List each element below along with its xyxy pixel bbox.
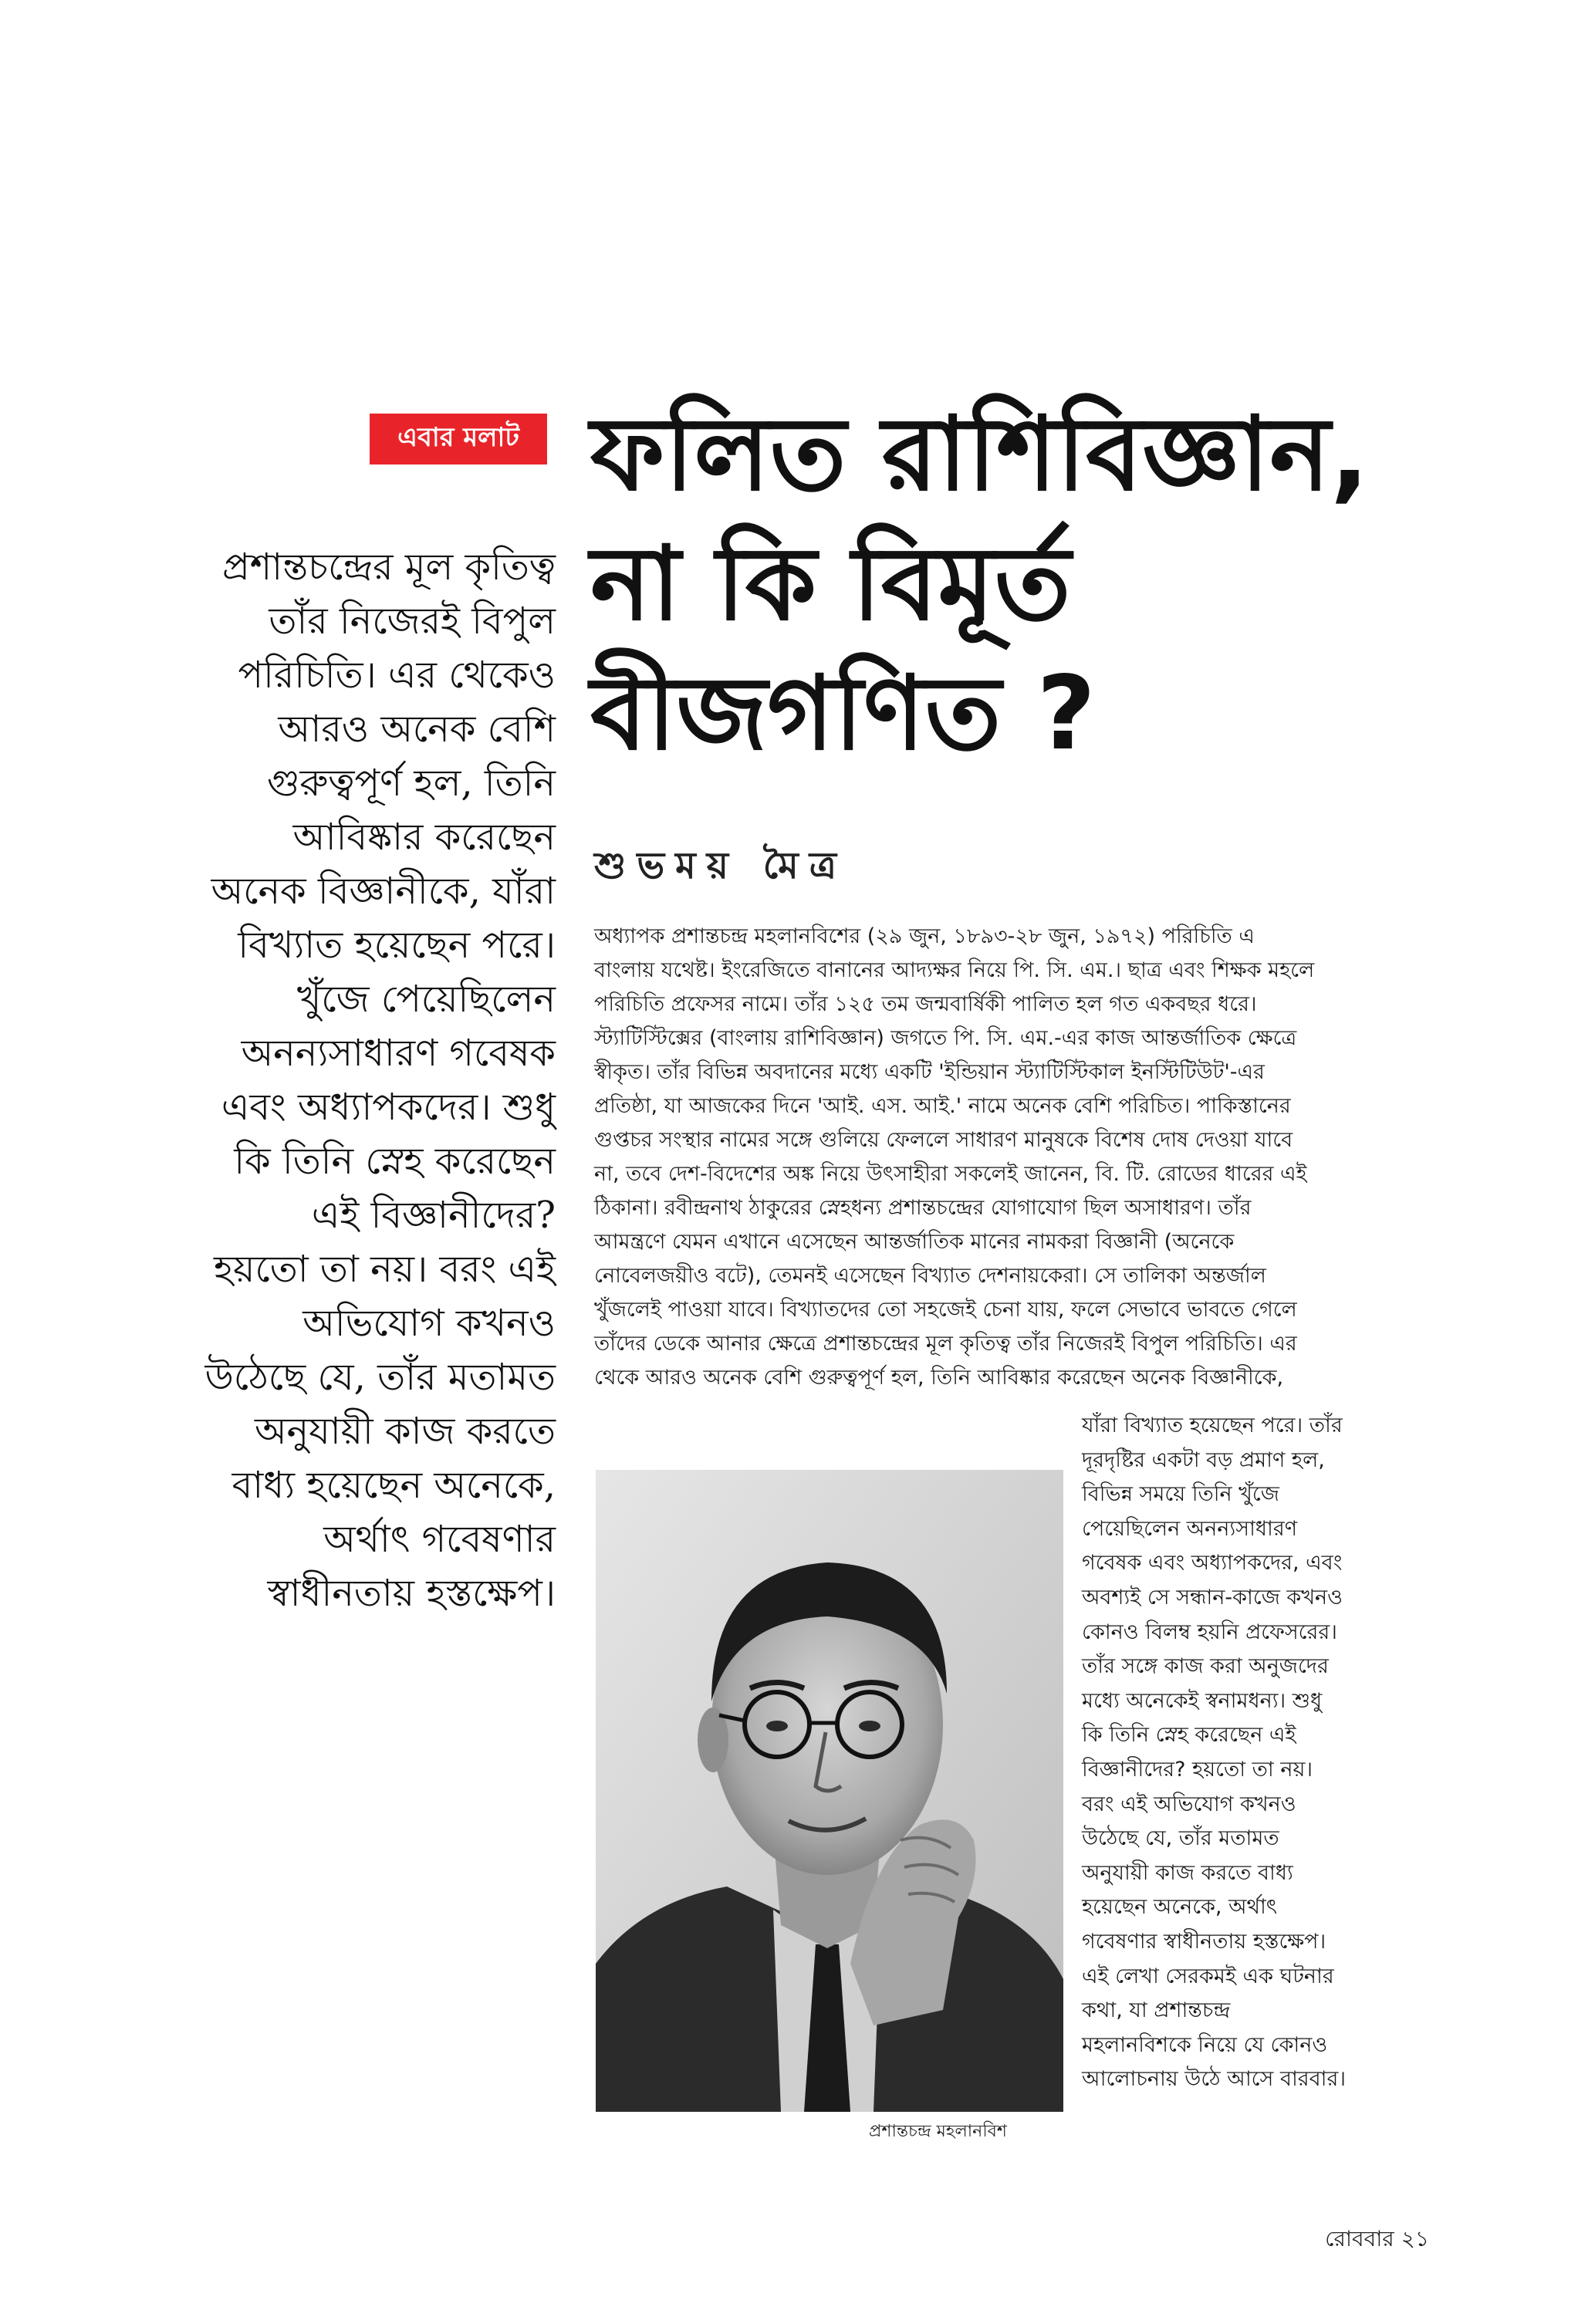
body-line: তাঁদের ডেকে আনার ক্ষেত্রে প্রশান্তচন্দ্রের মূল কৃতিত্ব তাঁর নিজেরই বিপুল পরিচিতি। এর <box>594 1332 1297 1356</box>
body-line: বরং এই অভিযোগ কখনও <box>1082 1792 1296 1816</box>
body-line: কথা, যা প্রশান্তচন্দ্র <box>1082 1998 1231 2023</box>
body-line: বিজ্ঞানীদের? হয়তো তা নয়। <box>1082 1757 1313 1782</box>
page-folio: রোববার ২১ <box>1325 2226 1429 2251</box>
pull-quote-line: হয়তো তা নয়। বরং এই <box>213 1248 556 1291</box>
body-line: পরিচিতি প্রফেসর নামে। তাঁর ১২৫ তম জন্মবার্ষিকী পালিত হল গত একবছর ধরে। <box>594 992 1257 1016</box>
pull-quote-line: অনন্যসাধারণ গবেষক <box>241 1032 556 1075</box>
body-line: গুপ্তচর সংস্থার নামের সঙ্গে গুলিয়ে ফেললে সাধারণ মানুষকে বিশেষ দোষ দেওয়া যাবে <box>594 1128 1293 1152</box>
headline-line: ফলিত রাশিবিজ্ঞান, <box>590 395 1370 514</box>
body-line: খুঁজলেই পাওয়া যাবে। বিখ্যাতদের তো সহজেই চেনা যায়, ফলে সেভাবে ভাবতে গেলে <box>594 1298 1297 1322</box>
body-line: আলোচনায় উঠে আসে বারবার। <box>1082 2067 1347 2092</box>
pull-quote-line: এই বিজ্ঞানীদের? <box>311 1194 556 1237</box>
pull-quote-line: তাঁর নিজেরই বিপুল <box>269 600 556 643</box>
body-line: এই লেখা সেরকমই এক ঘটনার <box>1082 1964 1334 1988</box>
body-line: গবেষক এবং অধ্যাপকদের, এবং <box>1082 1551 1343 1576</box>
portrait-illustration <box>596 1470 1063 2112</box>
pull-quote <box>154 540 556 1620</box>
pull-quote-line: বিখ্যাত হয়েছেন পরে। <box>238 924 556 967</box>
body-line: প্রতিষ্ঠা, যা আজকের দিনে 'আই. এস. আই.' নামে অনেক বেশি পরিচিত। পাকিস্তানের <box>594 1094 1291 1118</box>
body-line: মহলানবিশকে নিয়ে যে কোনও <box>1082 2032 1328 2057</box>
pull-quote-line: এবং অধ্যাপকদের। শুধু <box>221 1086 556 1129</box>
pull-quote-line: স্বাধীনতায় হস্তক্ষেপ। <box>267 1572 556 1615</box>
body-line: অধ্যাপক প্রশান্তচন্দ্র মহলানবিশের (২৯ জুন, ১৮৯৩-২৮ জুন, ১৯৭২) পরিচিতি এ <box>594 924 1255 948</box>
body-line: হয়েছেন অনেকে, অর্থাৎ <box>1082 1895 1278 1920</box>
body-line: স্বীকৃত। তাঁর বিভিন্ন অবদানের মধ্যে একটি 'ইন্ডিয়ান স্ট্যাটিস্টিকাল ইনস্টিটিউট'-এর <box>594 1060 1265 1084</box>
body-line: পেয়েছিলেন অনন্যসাধারণ <box>1082 1516 1298 1541</box>
body-line: নোবেলজয়ীও বটে), তেমনই এসেছেন বিখ্যাত দেশনায়কেরা। সে তালিকা অন্তর্জাল <box>594 1264 1266 1288</box>
pull-quote-line: কি তিনি স্নেহ করেছেন <box>234 1140 556 1183</box>
byline: শুভময় মৈত্র <box>594 844 848 887</box>
body-line: উঠেছে যে, তাঁর মতামত <box>1082 1826 1279 1851</box>
pull-quote-line: পরিচিতি। এর থেকেও <box>238 654 556 697</box>
body-line: অনুযায়ী কাজ করতে বাধ্য <box>1082 1860 1293 1885</box>
body-line: গবেষণার স্বাধীনতায় হস্তক্ষেপ। <box>1082 1929 1326 1954</box>
article-body <box>594 920 1431 1395</box>
photo-caption: প্রশান্তচন্দ্র মহলানবিশ <box>869 2122 1007 2141</box>
body-line: থেকে আরও অনেক বেশি গুরুত্বপূর্ণ হল, তিনি আবিষ্কার করেছেন অনেক বিজ্ঞানীকে, <box>594 1366 1284 1390</box>
headline <box>590 390 1447 779</box>
body-line: আমন্ত্রণে যেমন এখানে এসেছেন আন্তর্জাতিক মানের নামকরা বিজ্ঞানী (অনেকে <box>594 1230 1235 1254</box>
body-line: স্ট্যাটিস্টিক্সের (বাংলায় রাশিবিজ্ঞান) জগতে পি. সি. এম.-এর কাজ আন্তর্জাতিক ক্ষেত্রে <box>594 1026 1297 1050</box>
body-line: ঠিকানা। রবীন্দ্রনাথ ঠাকুরের স্নেহধন্য প্রশান্তচন্দ্রের যোগাযোগ ছিল অসাধারণ। তাঁর <box>594 1196 1252 1220</box>
body-line: দূরদৃষ্টির একটা বড় প্রমাণ হল, <box>1082 1447 1325 1472</box>
pull-quote-line: গুরুত্বপূর্ণ হল, তিনি <box>266 762 556 805</box>
pull-quote-line: আরও অনেক বেশি <box>278 708 556 751</box>
body-line: মধ্যে অনেকেই স্বনামধন্য। শুধু <box>1082 1688 1323 1713</box>
headline-line: না কি বিমূর্ত <box>590 525 1071 643</box>
pull-quote-line: অনুযায়ী কাজ করতে <box>254 1410 556 1453</box>
pull-quote-line: অনেক বিজ্ঞানীকে, যাঁরা <box>211 870 556 913</box>
body-line: বিভিন্ন সময়ে তিনি খুঁজে <box>1082 1482 1279 1507</box>
pull-quote-line: খুঁজে পেয়েছিলেন <box>296 978 556 1021</box>
pull-quote-line: অভিযোগ কখনও <box>302 1302 556 1345</box>
body-line: না, তবে দেশ-বিদেশের অঙ্ক নিয়ে উৎসাহীরা সকলেই জানেন, বি. টি. রোডের ধারের এই <box>594 1162 1307 1186</box>
article-body-narrow-column <box>1082 1409 1433 2097</box>
pull-quote-line: প্রশান্তচন্দ্রের মূল কৃতিত্ব <box>221 546 556 589</box>
body-line: কোনও বিলম্ব হয়নি প্রফেসরের। <box>1082 1620 1337 1644</box>
body-line: কি তিনি স্নেহ করেছেন এই <box>1082 1723 1296 1748</box>
body-line: অবশ্যই সে সন্ধান-কাজে কখনও <box>1082 1585 1343 1610</box>
body-line: যাঁরা বিখ্যাত হয়েছেন পরে। তাঁর <box>1082 1414 1343 1437</box>
pull-quote-line: আবিষ্কার করেছেন <box>292 816 556 859</box>
body-line: বাংলায় যথেষ্ট। ইংরেজিতে বানানের আদ্যক্ষর নিয়ে পি. সি. এম.। ছাত্র এবং শিক্ষক মহলে <box>594 958 1315 982</box>
pull-quote-line: বাধ্য হয়েছেন অনেকে, <box>231 1464 556 1507</box>
pull-quote-line: অর্থাৎ গবেষণার <box>323 1518 556 1561</box>
pull-quote-line: উঠেছে যে, তাঁর মতামত <box>204 1356 556 1399</box>
section-tag: এবার মলাট <box>370 414 547 464</box>
body-line: তাঁর সঙ্গে কাজ করা অনুজদের <box>1082 1654 1329 1679</box>
headline-line: বীজগণিত ? <box>590 654 1096 773</box>
portrait-photo <box>596 1470 1063 2112</box>
